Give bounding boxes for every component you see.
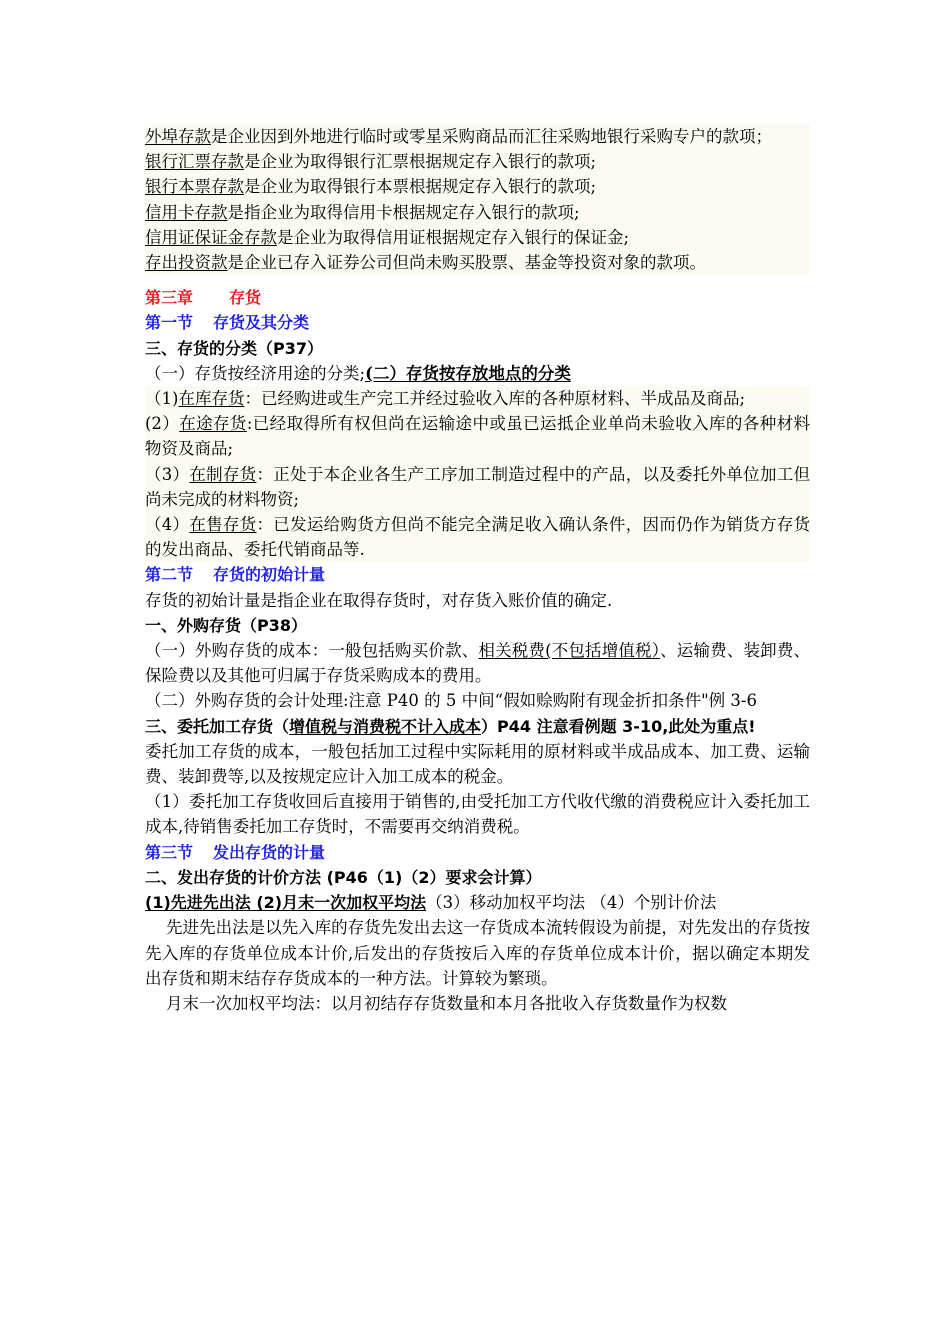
fifo-paragraph: 先进先出法是以先入库的存货先发出去这一存货成本流转假设为前提，对先发出的存货按先入库的存货单位成本计价,后发出的存货按后入库的存货单位成本计价，据以确定本期发出存货和期末结存存货成本的一种方法。计算较为繁琐。 [145,918,810,988]
item-text: ：已经购进或生产完工并经过验收入库的各种原材料、半成品及商品; [244,389,745,409]
deposit-term: 外埠存款 [145,127,211,146]
subheading-entrust [145,714,810,739]
section-heading [145,310,810,335]
subheading-methods: 二、发出存货的计价方法 (P46（1)（2）要求会计算） [145,867,542,887]
subheading-classify: 三、存货的分类（P37） [145,338,323,358]
document-body [145,124,810,1016]
item-number: (2） [145,414,180,434]
entrust-heading-b: ）P44 注意看例题 3-10,此处为重点! [481,716,756,736]
section-number: 第一节 [145,313,194,333]
purchase-cost [145,638,810,688]
deposit-term: 银行本票存款 [145,177,244,197]
deposit-term: 银行汇票存款 [145,152,244,172]
inventory-types [145,386,810,562]
deposit-item [145,174,810,199]
methods-required: (1)先进先出法 (2)月末一次加权平均法 [145,893,427,913]
section-number: 第二节 [145,565,194,585]
purchase-cost-rest: 、运输费、装卸费、保险费以及其他可归属于存货采购成本的费用。 [145,641,811,686]
classify-economic: （一）存货按经济用途的分类; [145,363,366,383]
item-term: 在途存货 [179,414,247,434]
entrust-point-1: （1）委托加工存货收回后直接用于销售的,由受托加工方代收代缴的消费税应计入委托加工成本,待销售委托加工存货时，不需要再交纳消费税。 [145,792,810,837]
item-term: 在库存货 [178,389,245,409]
inventory-item [145,462,810,512]
deposit-item [145,250,810,275]
deposit-item [145,225,810,250]
purchase-accounting: （二）外购存货的会计处理:注意 P40 的 5 中间“假如赊购附有现金折扣条件"例 3-6 [145,691,757,711]
item-number: （4） [145,515,190,535]
chapter-title: 存货 [229,288,262,308]
deposit-term: 信用卡存款 [145,202,228,222]
classify-location: (二）存货按存放地点的分类 [365,363,571,383]
deposit-desc: 是企业为取得银行本票根据规定存入银行的款项; [244,177,597,197]
chapter-number: 第三章 [145,288,194,308]
subheading-purchase: 一、外购存货（P38） [145,615,307,635]
item-number: （3） [145,464,190,484]
inventory-item [145,386,810,411]
section-title: 存货的初始计量 [213,565,326,585]
deposit-desc: 是企业因到外地进行临时或零星采购商品而汇往采购地银行采购专户的款项； [211,127,772,146]
item-number: （1) [145,389,179,409]
purchase-cost-tax: 相关税费(不包括增值税） [478,641,661,661]
deposit-term: 存出投资款 [145,253,228,273]
initial-definition: 存货的初始计量是指企业在取得存货时，对存货入账价值的确定. [145,590,613,610]
section-heading [145,840,810,865]
deposit-desc: 是企业为取得信用证根据规定存入银行的保证金; [277,227,630,247]
classify-line [145,361,810,386]
deposit-item [145,200,810,225]
deposit-desc: 是企业为取得银行汇票根据规定存入银行的款项; [244,152,597,172]
section-heading [145,562,810,587]
deposit-term: 信用证保证金存款 [145,227,277,247]
inventory-item [145,411,810,461]
deposit-item [145,124,810,149]
inventory-item [145,512,810,562]
deposit-desc: 是企业已存入证券公司但尚未购买股票、基金等投资对象的款项。 [227,253,706,273]
section-number: 第三节 [145,842,194,862]
methods-other: （3）移动加权平均法 （4）个别计价法 [426,893,717,913]
spacer [145,275,810,285]
section-title: 存货及其分类 [213,313,310,333]
item-term: 在售存货 [189,515,257,535]
weighted-average-paragraph: 月末一次加权平均法：以月初结存存货数量和本月各批收入存货数量作为权数 [145,993,727,1013]
entrust-cost: 委托加工存货的成本，一般包括加工过程中实际耗用的原材料或半成品成本、加工费、运输费、装卸费等,以及按规定应计入加工成本的税金。 [145,741,810,787]
deposit-definitions [145,124,810,275]
entrust-heading-a: 三、委托加工存货（ [145,716,290,736]
entrust-heading-tax: 增值税与消费税不计入成本 [289,716,482,736]
item-term: 在制存货 [189,464,257,484]
deposit-item [145,149,810,174]
item-text: ：已发运给购货方但尚不能完全满足收入确认条件，因而仍作为销货方存货的发出商品、委托代销商品等. [145,515,811,560]
item-text: ：正处于本企业各生产工序加工制造过程中的产品，以及委托外单位加工但尚未完成的材料物资; [145,464,811,509]
chapter-heading [145,285,810,310]
deposit-desc: 是指企业为取得信用卡根据规定存入银行的款项; [227,202,580,222]
methods-line [145,890,810,915]
purchase-cost-text: （一）外购存货的成本：一般包括购买价款、 [145,641,479,661]
section-title: 发出存货的计量 [213,842,326,862]
item-text: :已经取得所有权但尚在运输途中或虽已运抵企业单尚未验收入库的各种材料物资及商品; [145,414,811,459]
